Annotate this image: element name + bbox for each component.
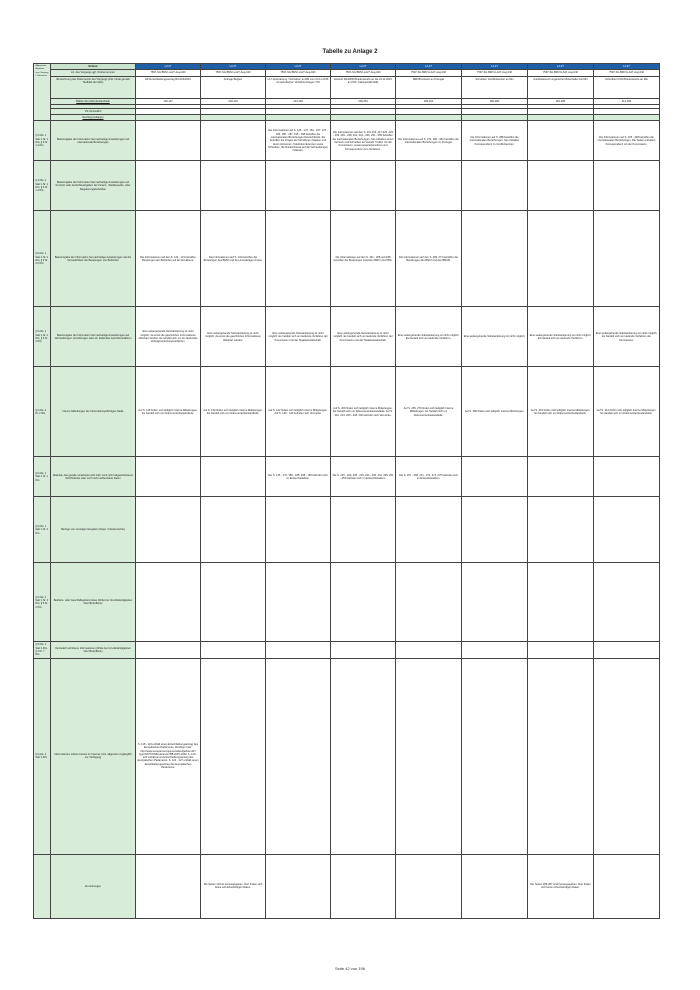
finding-cell: Die Informationen auf S. 315 - 328 betreffen die internationalen Beziehungen. Die Seiten enthalten Korrespondenz mit der Kommission.	[594, 121, 660, 161]
finding-cell: Auf S. 289 finden sich lediglich interne Mitteilungen.	[462, 367, 528, 457]
finding-cell	[201, 161, 266, 211]
finding-cell	[396, 563, 462, 642]
finding-cell	[462, 563, 528, 642]
finding-cell: Die S. 215 - 220, 228 - 233, 234 - 236, 241, 245, 251 - 253 befinden sich im Entwurfsstadium.	[331, 457, 396, 497]
finding-cell	[462, 854, 528, 918]
finding-cell	[396, 658, 462, 854]
finding-cell	[462, 497, 528, 563]
legal-basis-row	[34, 121, 660, 161]
finding-cell	[136, 497, 201, 563]
finding-cell	[462, 161, 528, 211]
paragraph-cell: § 6 Abs. 2 Nr. 2 IFG	[34, 367, 51, 457]
criterion-cell: Bekanntgabe der Information hat nachteilige Auswirkungen auf internationale Beziehungen	[51, 121, 136, 161]
finding-cell	[136, 161, 201, 211]
az-value: 7597-SG BMVI-LA27-Aug-040	[201, 70, 266, 76]
criterion-cell: Interne Mitteilungen der Informationspflichtigen Stelle	[51, 367, 136, 457]
finding-cell	[266, 161, 331, 211]
legal-basis-row	[34, 457, 660, 497]
finding-cell: Die Informationen auf S. 270, 280 - 281 betreffen die internationalen Beziehungen zu Portugal.	[396, 121, 462, 161]
finding-cell	[331, 563, 396, 642]
paragraph-cell: § 6 Abs. 2 Satz 1 IFG	[34, 658, 51, 854]
legal-basis-row	[34, 497, 660, 563]
finding-cell: Die Informationen auf den S. 120 - 121 betreffen Beratungen der Behörden auf der EU-Ebene.	[136, 211, 201, 307]
finding-cell	[201, 563, 266, 642]
finding-cell	[528, 121, 594, 161]
finding-cell	[528, 457, 594, 497]
blaetter-value: 118-127	[136, 98, 201, 104]
col-header: LA 27	[528, 64, 594, 70]
legal-basis-row	[34, 367, 660, 457]
finding-cell	[396, 161, 462, 211]
legal-basis-row	[34, 854, 660, 918]
vs-label: VS-Vertraulich	[51, 108, 136, 114]
finding-cell	[331, 497, 396, 563]
finding-cell	[201, 642, 266, 658]
bezeichnung-value: Antritttsbesuch ungarischer Botschafter bei Min	[528, 76, 594, 98]
finding-cell: Die S. 145 - 147, 184 - 185, 188 - 190 befinden sich im Entwurfsstadium.	[266, 457, 331, 497]
blaetter-value: 134-148	[266, 98, 331, 104]
finding-cell: Eine weitergehende Substantiierung ist nicht möglich. Es handelt sich um laufende Verfahren.	[528, 307, 594, 367]
finding-cell: Eine weitergehende Substantiierung ist nicht möglich. Es handelt sich um laufende Verfahren.	[396, 307, 462, 367]
finding-cell: Die Seiten 286-287 sind herausgegeben. Dort finden sich keine schutzwürdigen Daten.	[528, 854, 594, 918]
finding-cell	[594, 211, 660, 307]
finding-cell	[528, 161, 594, 211]
criterion-cell: Bekanntgabe der Information hat nachteilige Auswirkungen auf die Vertraulichkeit der Beratungen von Behörden	[51, 211, 136, 307]
finding-cell: Auf S. 119 finden sich lediglich interne Mitteilungen. Es handelt sich um Dokumentenbestandteile.	[136, 367, 201, 457]
general-info-label: Allgemeine Angaben zum Vorgang / Dokument	[34, 64, 51, 121]
rechtsgrundlagen-label: Rechtsgrundlagen	[51, 115, 136, 121]
blaetter-value: 314-339	[594, 98, 660, 104]
legal-basis-row	[34, 563, 660, 642]
finding-cell	[266, 497, 331, 563]
finding-cell	[594, 563, 660, 642]
bezeichnung-value: Anfrage Belgien	[201, 76, 266, 98]
paragraph-cell: § 5 Abs. 1 Satz 1 Nr. 2 IFG, § 3 Nr. 3 b IFG	[34, 211, 51, 307]
finding-cell: Auf S. 291 finden sich lediglich interne Mitteilungen. Es handelt sich um Dokumentenbestandteile.	[528, 367, 594, 457]
criterion-cell: Bekanntgabe der Information hat nachteilige Auswirkungen auf Kontroll- oder Aufsichtsaufgaben der Finanz-, Wettbewerbs- oder Regulierungsbehörden	[51, 161, 136, 211]
finding-cell	[331, 161, 396, 211]
bezeichnung-value: L17-Anforderung / Schreiben an BM vom 04.11.2015 mit technischen Verfahrensfragen TüV	[266, 76, 331, 98]
finding-cell	[266, 563, 331, 642]
finding-cell	[462, 211, 528, 307]
blaetter-label: Blätter des Aktenbestandteils	[51, 98, 136, 104]
finding-cell	[266, 854, 331, 918]
paragraph-cell: § 6 Abs. 1 Satz 1 Nr. 2 IFG	[34, 497, 51, 563]
az-value: 7597-SG BMVI-LA27-Aug-040	[136, 70, 201, 76]
criterion-cell: Vertraulich erhobene Informationen (Dritte bei Unvollständigkeiten über Betroffene)	[51, 642, 136, 658]
paragraph-cell: § 3 Abs. 1 Satz 1 Nr. 1 IFG, § 3 Nr. 1 d IFG	[34, 161, 51, 211]
finding-cell	[201, 457, 266, 497]
finding-cell: Die Seiten 133 ist herausgegeben. Dort finden sich keine schutzbedürftigen Daten.	[201, 854, 266, 918]
finding-cell	[462, 642, 528, 658]
finding-cell: Eine weitergehende Substantiierung ist nicht möglich. Es handelt sich um laufende Verfahren der Kommission und der Staatsanwaltschaft.	[331, 307, 396, 367]
page-title: Tabelle zu Anlage 2	[322, 49, 378, 55]
paragraph-cell: § 5 Abs. 1 Satz 1 Nr. 2 IFG, § 3 Nr. 2 IFG	[34, 307, 51, 367]
finding-cell	[201, 121, 266, 161]
blaetter-value: 130-134	[201, 98, 266, 104]
az-value: 7597-SG BMVI-LA27-Aug-040	[462, 70, 528, 76]
finding-cell	[266, 658, 331, 854]
finding-cell: Eine weitergehende Substantiierung ist nicht möglich. Es handelt sich um laufende Verfahren der Kommission.	[594, 307, 660, 367]
paragraph-cell: § 5 Abs. 1 Satz 1 Nr. 1 IFG, § 3 Nr. 1 a IFG	[34, 121, 51, 161]
criterion-cell: Material, das gerade verarbeitet wird oder noch nicht abgeschlossene Schriftstücke oder noch nicht aufbereitete Daten	[51, 457, 136, 497]
criterion-cell: Bezüge von sonstigen Eingaben (bspw. Urheberrechte)	[51, 497, 136, 563]
finding-cell	[201, 658, 266, 854]
bezeichnung-label: Bezeichnung des Dokuments/ des Vorgangs (inkl. Inhalt gemäß Titelblatt der Akte)	[51, 76, 136, 98]
blaetter-value: 281-286	[528, 98, 594, 104]
finding-cell	[594, 658, 660, 854]
paragraph-cell: § 6 Abs. 1 Satz 1 IFG, § 3 Nr. 7 IFG	[34, 642, 51, 658]
finding-cell: Auf S. 265, 276 finden sich lediglich interne Mitteilungen. Es handelt sich um Dokumentenbestandteile.	[396, 367, 462, 457]
col-header: LA 27	[462, 64, 528, 70]
finding-cell: Eine weitergehende Substantiierung ist nicht möglich.	[462, 307, 528, 367]
finding-cell	[462, 457, 528, 497]
finding-cell: Eine weitergehende Substantiierung ist nicht möglich, da sonst die geschützten Informationen offenbart würden.	[201, 307, 266, 367]
finding-cell	[331, 642, 396, 658]
bezeichnung-value: BMUB Antwort an Portugal	[396, 76, 462, 98]
bezeichnung-value: Schreiben KOM Briefentwurfe an Min	[594, 76, 660, 98]
blaetter-value: 280-280	[462, 98, 528, 104]
finding-cell: Eine weitergehende Substantiierung ist nicht möglich. Es handelt sich um laufende Verfahren der Kommission und der Staatsanwaltschaft.	[266, 307, 331, 367]
finding-cell: Die S. 267 - 268, 271 - 272, 274, 275 befinden sich im Entwurfsstadium.	[396, 457, 462, 497]
finding-cell	[396, 497, 462, 563]
finding-cell: Die Informationen auf den S. 191 - 208 und 188 betreffen die Beratungen zwischen BMVI und KBA.	[331, 211, 396, 307]
criterion-cell: Betriebs- oder Geschäftsgeheimnisse (Dritte bei Unvollständigkeiten über Betroffene)	[51, 563, 136, 642]
az-value: 7597-SG BMVI-LA27-Aug-040	[594, 70, 660, 76]
finding-cell: Die Informationen auf den S. 269, 271 betreffen die Beratungen des BMVI und des BMUB.	[396, 211, 462, 307]
finding-cell	[528, 658, 594, 854]
bezeichnung-row	[34, 76, 660, 98]
finding-cell: Die Informationen auf S. 145 - 147, 154 - 157, 175 - 183, 185 - 187, 196 - 208 betreffen die internationalen Beziehungen Deutschlands. Sie betreffen die Fragen der betroffenen Staaten und deren Antworten, Telefonkonferenzen sowie Schreiben, die Rückschlüsse auf die Verhandlungen zulassen.	[266, 121, 331, 161]
finding-cell	[201, 497, 266, 563]
finding-cell: S. 118 - 119 enthält einen Entschließungsantrag des Europäischen Parlaments. Abrufbar unter: http://www.europarl.europa.eu/sides/getDoc.do?type=MOTION&reference=B8-2015-1040. S. 120 - 124 enthält einen Entschließungsantrag des Europäischen Parlaments. S. 124 - 127 enthält einen Entschließungsantrag des Europäischen Parlaments.	[136, 658, 201, 854]
az-value: 7597-SG BMVI-LA27-Aug-040	[266, 70, 331, 76]
col-header: LA 27	[136, 64, 201, 70]
finding-cell: Auf S. 312 finden sich lediglich interne Mitteilungen. Es handelt sich um Dokumentenbestandteile.	[594, 367, 660, 457]
finding-cell	[594, 161, 660, 211]
finding-cell: Auf S. 142 finden sich lediglich interne Mitteilungen. Auf S. 143 - 144 befinden sich Vermerke.	[266, 367, 331, 457]
criterion-cell: Informationen stehen bereits im Internet, bzw. allgemein zugänglich zur Verfügung	[51, 658, 136, 854]
az-value: 7597-SG BMVI-LA27-Aug-040	[528, 70, 594, 76]
finding-cell	[594, 642, 660, 658]
redaction-table	[33, 63, 660, 919]
finding-cell	[528, 497, 594, 563]
blaetter-value: 299-262	[396, 98, 462, 104]
legal-basis-row	[34, 161, 660, 211]
col-header: LA 27	[201, 64, 266, 70]
finding-cell	[528, 563, 594, 642]
finding-cell	[266, 211, 331, 307]
finding-cell	[136, 854, 201, 918]
finding-cell	[396, 642, 462, 658]
finding-cell: Auf S. 133 finden sich lediglich interne Mitteilungen. Es handelt sich um Dokumentenbestandteile.	[201, 367, 266, 457]
finding-cell	[528, 642, 594, 658]
finding-cell	[331, 658, 396, 854]
finding-cell: Eine weitergehende Substantiierung ist nicht möglich, da sonst die geschützten Informationen offenbart würden. Es handelt sich um ein laufendes Vertragsverletzungsverfahren.	[136, 307, 201, 367]
legal-basis-row	[34, 307, 660, 367]
finding-cell: Die Informationen auf den S. 211-213, 217-225, 229 - 239, 236 - 238, 241, 243 - 246, 251 - 255 betreffen die internationalen Beziehungen. Sie enthalten einen Vermerk und Schreiben an Verkehr Treffen mit der Kommission, sowie Gesprächsnotizen und Korrespondenz zum Verfahren.	[331, 121, 396, 161]
finding-cell: Auf S. 209 finden sich lediglich interne Mitteilungen. Es handelt sich um Dokumentenbestandteile. Auf S. 210, 214, 226 - 228, 240 befinden sich Vermerke.	[331, 367, 396, 457]
finding-cell	[594, 457, 660, 497]
finding-cell	[136, 563, 201, 642]
legal-basis-row	[34, 642, 660, 658]
col-header: LA 27	[594, 64, 660, 70]
page-footer: Seite 42 von 196	[334, 966, 366, 971]
criterion-cell: Anmerkungen	[51, 854, 136, 918]
finding-cell	[331, 854, 396, 918]
finding-cell	[396, 854, 462, 918]
az-value: 7597-SG BMVI-LA27-Aug-040	[396, 70, 462, 76]
finding-cell	[136, 457, 201, 497]
blaetter-value: 158-264	[331, 98, 396, 104]
finding-cell	[594, 854, 660, 918]
finding-cell	[462, 658, 528, 854]
legal-basis-row	[34, 211, 660, 307]
finding-cell	[594, 497, 660, 563]
bezeichnung-value: EP-Entschließungsantrag Bd.10/4/2015	[136, 76, 201, 98]
criterion-cell: Bekanntgabe der Information hat nachteilige Auswirkungen auf Verhandlungen, Ermittlungen oder ein laufendes Gerichtsverfahren	[51, 307, 136, 367]
az-value: 7597-SG BMVI-LA27-Aug-040	[331, 70, 396, 76]
col-header: LA 27	[396, 64, 462, 70]
az-label: Az. des Vorgangs ggf. Ordnernummer	[51, 70, 136, 76]
finding-cell	[136, 121, 201, 161]
legal-basis-row	[34, 658, 660, 854]
referat-label: Referat	[51, 64, 136, 70]
col-header: LA 27	[331, 64, 396, 70]
bezeichnung-value: Entwurf MinR/DM Briefentwurfe an die 01.11.2015 an PHK, Kabinettsfall ADE	[331, 76, 396, 98]
finding-cell: Die Informationen auf S. 288 betreffen die internationalen Beziehungen. Sie enthalten Korrespondenz zu Großbritannien.	[462, 121, 528, 161]
paragraph-cell: § 6 Abs. 1 Satz 1 Nr. 1 IFG	[34, 457, 51, 497]
paragraph-cell: § 6 Abs. 1 Satz 1 Nr. 4 IFG, § 5 Nr. 2 IFG	[34, 563, 51, 642]
col-header: LA 27	[266, 64, 331, 70]
paragraph-cell	[34, 854, 51, 918]
finding-cell	[528, 211, 594, 307]
finding-cell	[136, 642, 201, 658]
finding-cell	[266, 642, 331, 658]
bezeichnung-value: Schreiben Großbritannien an Min	[462, 76, 528, 98]
finding-cell: Die Informationen auf S. 131 betreffen die Beratungen des BMVI und des Auswärtigen Amtes.	[201, 211, 266, 307]
